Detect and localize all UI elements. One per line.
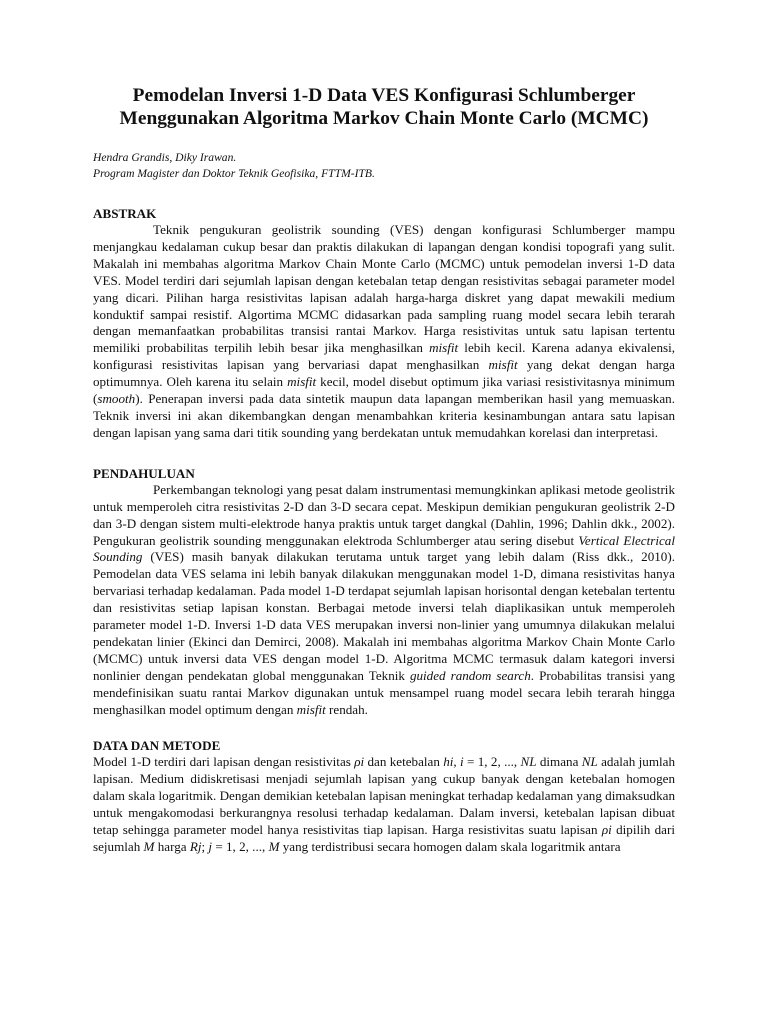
method-text-run: dan ketebalan	[364, 754, 444, 770]
affiliation: Program Magister dan Doktor Teknik Geofisika, FTTM-ITB.	[93, 167, 375, 180]
intro-italic-ves: Vertical Electrical Sounding	[93, 532, 675, 565]
authors: Hendra Grandis, Diky Irawan.	[93, 151, 237, 164]
abstract-italic-smooth: smooth	[97, 391, 136, 407]
method-text-run: dimana	[536, 754, 582, 770]
abstract-text-run: kecil, model disebut optimum jika variasi resistivitasnya minimum (	[93, 374, 675, 407]
method-text-run: harga	[154, 839, 190, 854]
abstract-italic-misfit: misfit	[488, 357, 518, 373]
method-symbol: NL	[520, 754, 537, 770]
introduction-text	[93, 482, 675, 719]
method-symbol: M	[268, 839, 280, 854]
intro-italic-misfit: misfit	[296, 701, 326, 717]
abstract-text-run: yang dekat dengan harga optimumnya. Oleh karena itu selain	[93, 357, 675, 390]
method-text-run: Model 1-D terdiri dari lapisan dengan resistivitas	[93, 754, 355, 770]
abstract-section	[93, 206, 675, 442]
method-symbol: j	[208, 839, 213, 854]
method-symbol: ρi	[354, 754, 365, 770]
introduction-heading: PENDAHULUAN	[93, 465, 195, 481]
intro-text-run: Perkembangan teknologi yang pesat dalam instrumentasi memungkinkan aplikasi metode geolistrik untuk memperoleh citra resistivitas 2-D dan 3-D secara cepat. Meskipun demikian pengukuran geolistrik 2-D dan 3-D dengan sistem multi-elektrode hanya praktis untuk target dangkal (Dahlin, 1996; Dahlin dkk., 2002). Pengukuran geolistrik sounding menggunakan elektroda Schlumberger atau sering disebut	[93, 481, 675, 548]
author-block	[93, 150, 675, 182]
abstract-heading: ABSTRAK	[93, 206, 157, 221]
introduction-section	[93, 466, 675, 719]
method-symbol: hi	[443, 754, 454, 770]
abstract-text-run: lebih kecil. Karena adanya ekivalensi, konfigurasi resistivitas lapisan yang bervariasi dapat menghasilkan	[93, 340, 676, 373]
method-symbol: i	[460, 754, 464, 770]
intro-italic-grs: guided random search	[409, 667, 531, 683]
paper-title	[93, 84, 675, 130]
abstract-text-run: ). Penerapan inversi pada data sintetik maupun data lapangan memberikan hasil yang memuaskan. Teknik inversi ini akan dikembangkan dengan menambahkan kriteria kesinambungan antara satu lapisan dengan lapisan yang sama dari titik sounding yang berdekatan untuk memudahkan korelasi dan interpretasi.	[93, 391, 675, 440]
intro-text-run: . Probabilitas transisi yang mendefinisikan suatu rantai Markov digunakan untuk mensampel ruang model secara lebih terarah hingga menghasilkan model optimum dengan	[93, 667, 675, 717]
data-method-section	[93, 738, 675, 855]
method-symbol: Rj	[189, 839, 202, 854]
title-line-1: Pemodelan Inversi 1-D Data VES Konfigurasi Schlumberger	[132, 85, 636, 106]
data-method-heading: DATA DAN METODE	[93, 738, 221, 754]
method-text-run: ;	[201, 839, 209, 854]
method-symbol: M	[143, 839, 155, 854]
method-text-run: ,	[453, 754, 461, 770]
abstract-italic-misfit: misfit	[287, 374, 317, 390]
method-text-run: dipilih dari sejumlah	[93, 822, 675, 854]
data-method-text	[93, 754, 675, 855]
abstract-text	[93, 222, 675, 442]
intro-text-run: rendah.	[325, 701, 368, 717]
intro-text-run: (VES) masih banyak dilakukan terutama untuk target yang lebih dalam (Riss dkk., 2010). Pemodelan data VES selama ini lebih banyak dilakukan menggunakan model 1-D, dimana resistivitas hanya bervariasi terhadap kedalaman. Pada model 1-D terdapat sejumlah lapisan horisontal dengan ketebalan tertentu dan resistivitas setiap lapisan konstan. Berbagai metode inversi telah diaplikasikan untuk memperoleh parameter model 1-D. Inversi 1-D data VES merupakan inversi non-linier yang umumnya dilakukan melalui pendekatan linier (Ekinci dan Demirci, 2008). Makalah ini membahas algoritma Markov Chain Monte Carlo (MCMC) untuk inversi data VES dengan model 1-D. Algoritma MCMC termasuk dalam kategori inversi nonlinier dengan pendekatan global menggunakan Teknik	[93, 549, 675, 683]
method-text-run: adalah jumlah lapisan. Medium didiskretisasi menjadi sejumlah lapisan yang cukup banyak dengan ketebalan homogen dalam skala logaritmik. Dengan demikian ketebalan lapisan meningkat terhadap kedalaman yang dimaksudkan untuk mengakomodasi berkurangnya resolusi terhadap kedalaman. Dalam inversi, ketebalan lapisan dibuat tetap sehingga parameter model hanya resistivitas tiap lapisan. Harga resistivitas suatu lapisan	[93, 754, 675, 838]
abstract-italic-misfit: misfit	[429, 340, 459, 356]
method-text-run: = 1, 2, ...,	[463, 754, 521, 770]
method-symbol: NL	[581, 754, 598, 770]
method-symbol: ρi	[601, 822, 612, 838]
abstract-text-run: Teknik pengukuran geolistrik sounding (VES) dengan konfigurasi Schlumberger mampu menjangkau kedalaman cukup besar dan praktis dilakukan di lapangan dengan kondisi topografi yang sulit. Makalah ini membahas algoritma Markov Chain Monte Carlo (MCMC) untuk pemodelan inversi 1-D data VES. Model terdiri dari sejumlah lapisan dengan ketebalan tetap dengan resistivitas sebagai parameter model yang dicari. Pilihan harga resistivitas lapisan adalah harga-harga diskret yang dapat mewakili medium konduktif sampai resistif. Algortima MCMC didasarkan pada sampling ruang model secara lebih terarah dengan memanfaatkan probabilitas transisi rantai Markov. Harga resistivitas untuk satu lapisan tertentu memiliki probabilitas terpilih lebih besar jika menghasilkan	[93, 222, 675, 356]
method-text-run: yang terdistribusi secara homogen dalam skala logaritmik antara	[279, 839, 621, 854]
title-line-2: Menggunakan Algoritma Markov Chain Monte Carlo (MCMC)	[119, 108, 649, 129]
method-text-run: = 1, 2, ...,	[212, 839, 269, 854]
